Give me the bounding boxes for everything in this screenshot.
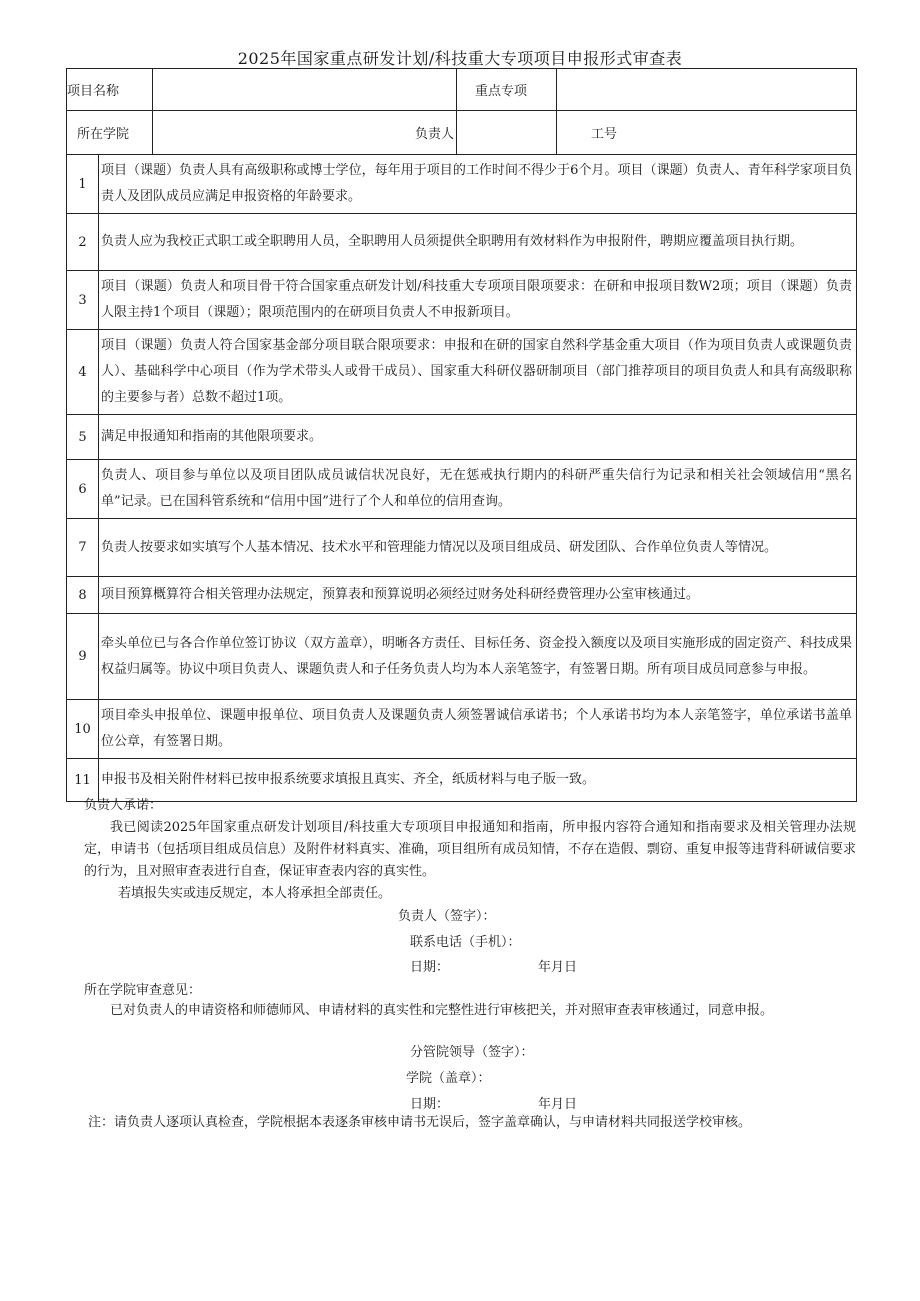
check-item-row bbox=[67, 614, 857, 700]
project-name-label: 项目名称 bbox=[67, 69, 153, 111]
item-text: 项目（课题）负责人和项目骨干符合国家重点研发计划/科技重大专项项目限项要求：在研和申报项目数W2项；项目（课题）负责人限主持1个项目（课题）；限项范围内的在研项目负责人不申报新项目。 bbox=[99, 271, 857, 330]
item-number: 10 bbox=[67, 700, 99, 759]
college-review-paragraph: 已对负责人的申请资格和师德师风、申请材料的真实性和完整性进行审核把关，并对照审查表审核通过，同意申报。 bbox=[110, 1003, 774, 1018]
check-item-row bbox=[67, 214, 857, 271]
project-name-field[interactable] bbox=[153, 69, 457, 111]
item-text: 满足申报通知和指南的其他限项要求。 bbox=[99, 415, 857, 460]
item-text: 项目牵头申报单位、课题申报单位、项目负责人及课题负责人须签署诚信承诺书；个人承诺书均为本人亲笔签字，单位承诺书盖单位公章，有签署日期。 bbox=[99, 700, 857, 759]
check-item-row bbox=[67, 155, 857, 214]
check-item-row bbox=[67, 330, 857, 415]
item-number: 4 bbox=[67, 330, 99, 415]
item-number: 1 bbox=[67, 155, 99, 214]
page-title: 2025年国家重点研发计划/科技重大专项项目申报形式审查表 bbox=[237, 49, 683, 68]
item-number: 8 bbox=[67, 577, 99, 614]
key-special-label: 重点专项 bbox=[457, 69, 557, 111]
check-item-row bbox=[67, 271, 857, 330]
check-item-row bbox=[67, 700, 857, 759]
item-text: 项目（课题）负责人符合国家基金部分项目联合限项要求：申报和在研的国家自然科学基金重大项目（作为项目负责人或课题负责人）、基础科学中心项目（作为学术带头人或骨干成员）、国家重大科研仪器研制项目（部门推荐项目的项目负责人和具有高级职称的主要参与者）总数不超过1项。 bbox=[99, 330, 857, 415]
check-item-row bbox=[67, 460, 857, 519]
key-special-field[interactable] bbox=[557, 69, 857, 111]
check-item-row bbox=[67, 577, 857, 614]
college-seal-label: 学院（盖章）： bbox=[406, 1071, 491, 1086]
project-name-row bbox=[67, 69, 857, 111]
footnote: 注：请负责人逐项认真检查，学院根据本表逐条审核申请书无误后，签字盖章确认，与申请材料共同报送学校审核。 bbox=[88, 1115, 752, 1130]
item-text: 申报书及相关附件材料已按申报系统要求填报且真实、齐全，纸质材料与电子版一致。 bbox=[99, 759, 857, 802]
item-number: 6 bbox=[67, 460, 99, 519]
commitment-responsibility: 若填报失实或违反规定，本人将承担全部责任。 bbox=[118, 886, 392, 901]
commitment-heading: 负责人承诺： bbox=[84, 798, 163, 813]
item-number: 11 bbox=[67, 759, 99, 802]
commitment-paragraph: 我已阅读2025年国家重点研发计划项目/科技重大专项项目申报通知和指南，所申报内容符合通知和指南要求及相关管理办法规定，申请书（包括项目组成员信息）及附件材料真实、准确，项目组所有成员知情，不存在造假、剽窃、重复申报等违背科研诚信要求的行为，且对照审查表进行自查，保证审查表内容的真实性。 bbox=[84, 820, 856, 879]
leader-field[interactable] bbox=[457, 111, 557, 155]
check-item-row bbox=[67, 759, 857, 802]
review-form-table bbox=[66, 68, 857, 802]
phone-label: 联系电话（手机）： bbox=[410, 935, 521, 950]
college-date-value: 年月日 bbox=[538, 1097, 578, 1112]
check-item-row bbox=[67, 415, 857, 460]
item-text: 项目（课题）负责人具有高级职称或博士学位，每年用于项目的工作时间不得少于6个月。项目（课题）负责人、青年科学家项目负责人及团队成员应满足申报资格的年龄要求。 bbox=[99, 155, 857, 214]
college-date-label: 日期： bbox=[410, 1097, 450, 1112]
item-text: 负责人应为我校正式职工或全职聘用人员，全职聘用人员须提供全职聘用有效材料作为申报附件，聘期应覆盖项目执行期。 bbox=[99, 214, 857, 271]
item-number: 3 bbox=[67, 271, 99, 330]
item-number: 5 bbox=[67, 415, 99, 460]
staff-id-label: 工号 bbox=[557, 111, 857, 155]
item-number: 9 bbox=[67, 614, 99, 700]
commitment-date-value: 年月日 bbox=[538, 960, 578, 975]
item-text: 项目预算概算符合相关管理办法规定，预算表和预算说明必须经过财务处科研经费管理办公室审核通过。 bbox=[99, 577, 857, 614]
leader-signature-label: 负责人（签字）： bbox=[398, 909, 496, 924]
commitment-date-label: 日期： bbox=[410, 960, 450, 975]
item-text: 牵头单位已与各合作单位签订协议（双方盖章），明晰各方责任、目标任务、资金投入额度以及项目实施形成的固定资产、科技成果权益归属等。协议中项目负责人、课题负责人和子任务负责人均为本人亲笔签字，有签署日期。所有项目成员同意参与申报。 bbox=[99, 614, 857, 700]
college-row bbox=[67, 111, 857, 155]
item-number: 2 bbox=[67, 214, 99, 271]
check-item-row bbox=[67, 519, 857, 577]
deputy-dean-signature-label: 分管院领导（签字）： bbox=[410, 1045, 534, 1060]
item-text: 负责人按要求如实填写个人基本情况、技术水平和管理能力情况以及项目组成员、研发团队、合作单位负责人等情况。 bbox=[99, 519, 857, 577]
item-number: 7 bbox=[67, 519, 99, 577]
college-label: 所在学院 bbox=[67, 111, 153, 155]
college-review-heading: 所在学院审查意见： bbox=[84, 983, 202, 998]
leader-label: 负责人 bbox=[153, 111, 457, 155]
item-text: 负责人、项目参与单位以及项目团队成员诚信状况良好，无在惩戒执行期内的科研严重失信行为记录和相关社会领域信用“黑名单”记录。已在国科管系统和“信用中国”进行了个人和单位的信用查询。 bbox=[99, 460, 857, 519]
